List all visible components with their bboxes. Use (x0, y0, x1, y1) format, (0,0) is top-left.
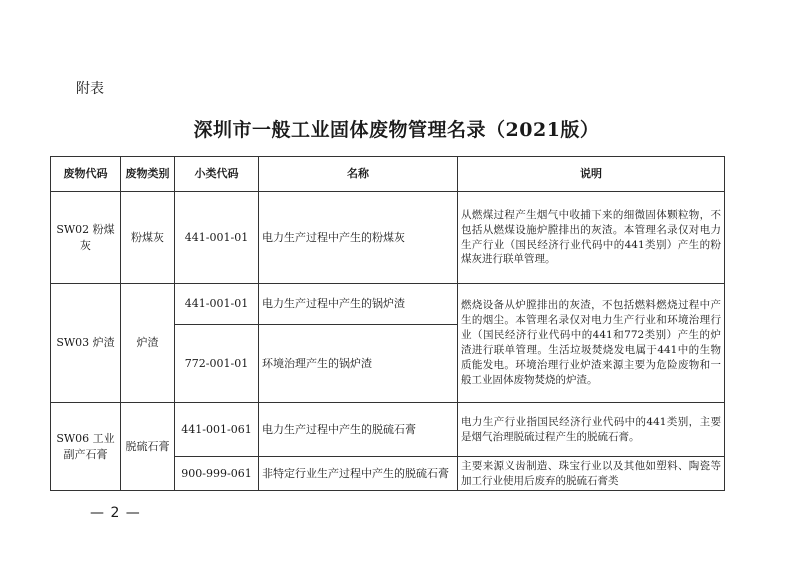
table-row (51, 284, 725, 325)
cell-name: 电力生产过程中产生的脱硫石膏 (259, 403, 458, 457)
header-code: 废物代码 (51, 157, 121, 192)
cell-name: 电力生产过程中产生的粉煤灰 (259, 192, 458, 284)
header-name: 名称 (259, 157, 458, 192)
table-row (51, 192, 725, 284)
cell-subcode: 772-001-01 (175, 325, 259, 403)
cell-name: 电力生产过程中产生的锅炉渣 (259, 284, 458, 325)
cell-note: 从燃煤过程产生烟气中收捕下来的细微固体颗粒物，不包括从燃煤设施炉膛排出的灰渣。本管理名录仅对电力生产行业（国民经济行业代码中的441类别）产生的粉煤灰进行联单管理。 (458, 192, 725, 284)
cell-subcode: 441-001-061 (175, 403, 259, 457)
cell-note: 燃烧设备从炉膛排出的灰渣，不包括燃料燃烧过程中产生的烟尘。本管理名录仅对电力生产行业和环境治理行业（国民经济行业代码中的441和772类别）产生的炉渣进行联单管理。生活垃圾焚烧发电属于441中的生物质能发电。环境治理行业炉渣来源主要为危险废物和一般工业固体废物焚烧的炉渣。 (458, 284, 725, 403)
cell-category: 粉煤灰 (121, 192, 175, 284)
header-category: 废物类别 (121, 157, 175, 192)
document-title: 深圳市一般工业固体废物管理名录（2021版） (193, 119, 600, 141)
cell-subcode: 441-001-01 (175, 192, 259, 284)
cell-code: SW02 粉煤灰 (51, 192, 121, 284)
page-number: — 2 — (90, 505, 141, 521)
cell-name: 非特定行业生产过程中产生的脱硫石膏 (259, 457, 458, 491)
cell-category: 炉渣 (121, 284, 175, 403)
cell-note: 电力生产行业指国民经济行业代码中的441类别，主要是烟气治理脱硫过程产生的脱硫石膏。 (458, 403, 725, 457)
table-row (51, 403, 725, 457)
header-note: 说明 (458, 157, 725, 192)
cell-category: 脱硫石膏 (121, 403, 175, 491)
waste-catalog-table (50, 156, 725, 491)
cell-subcode: 900-999-061 (175, 457, 259, 491)
cell-subcode: 441-001-01 (175, 284, 259, 325)
table-header-row (51, 157, 725, 192)
header-subcode: 小类代码 (175, 157, 259, 192)
cell-code: SW03 炉渣 (51, 284, 121, 403)
cell-note: 主要来源义齿制造、珠宝行业以及其他如塑料、陶瓷等加工行业使用后废弃的脱硫石膏类 (458, 457, 725, 491)
cell-code: SW06 工业副产石膏 (51, 403, 121, 491)
cell-name: 环境治理产生的锅炉渣 (259, 325, 458, 403)
appendix-label: 附表 (76, 81, 104, 97)
